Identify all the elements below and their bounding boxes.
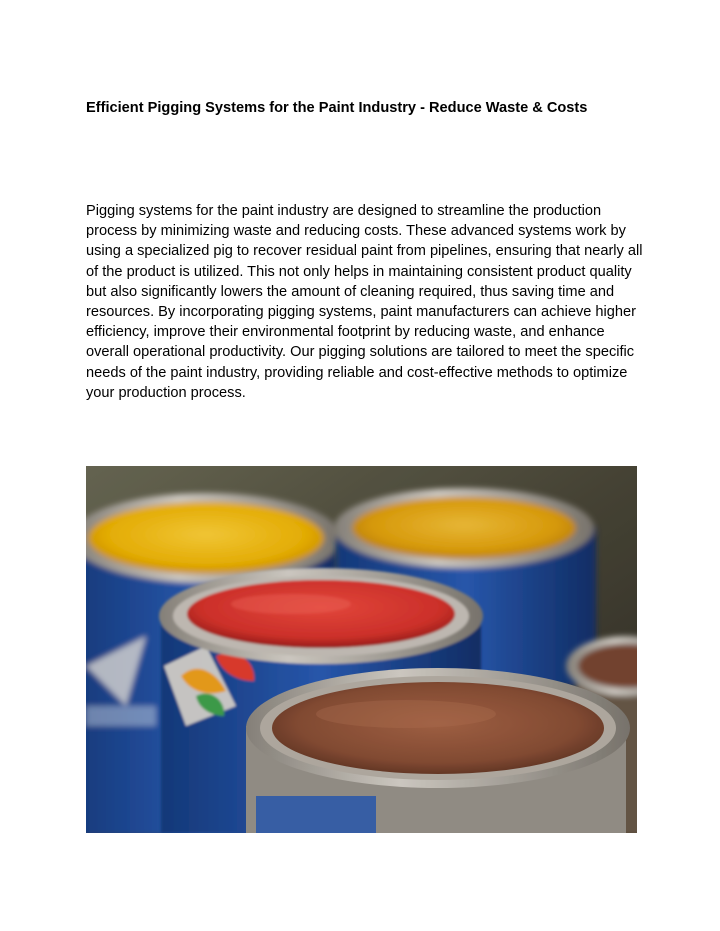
document-title: Efficient Pigging Systems for the Paint Industry - Reduce Waste & Costs	[86, 100, 588, 116]
document-body-paragraph: Pigging systems for the paint industry are designed to streamline the production process by minimizing waste and reducing costs. These advanced systems work by using a specialized pig to recover residual paint from pipelines, ensuring that nearly all of the product is utilized. This not only helps in maintaining consistent product quality but also significantly lowers the amount of cleaning required, thus saving time and resources. By incorporating pigging systems, paint manufacturers can achieve higher efficiency, improve their environmental footprint by reducing waste, and enhance overall operational productivity. Our pigging solutions are tailored to meet the specific needs of the paint industry, providing reliable and cost-effective methods to optimize your production process.	[86, 203, 643, 401]
paint-cans-photo	[86, 466, 637, 833]
